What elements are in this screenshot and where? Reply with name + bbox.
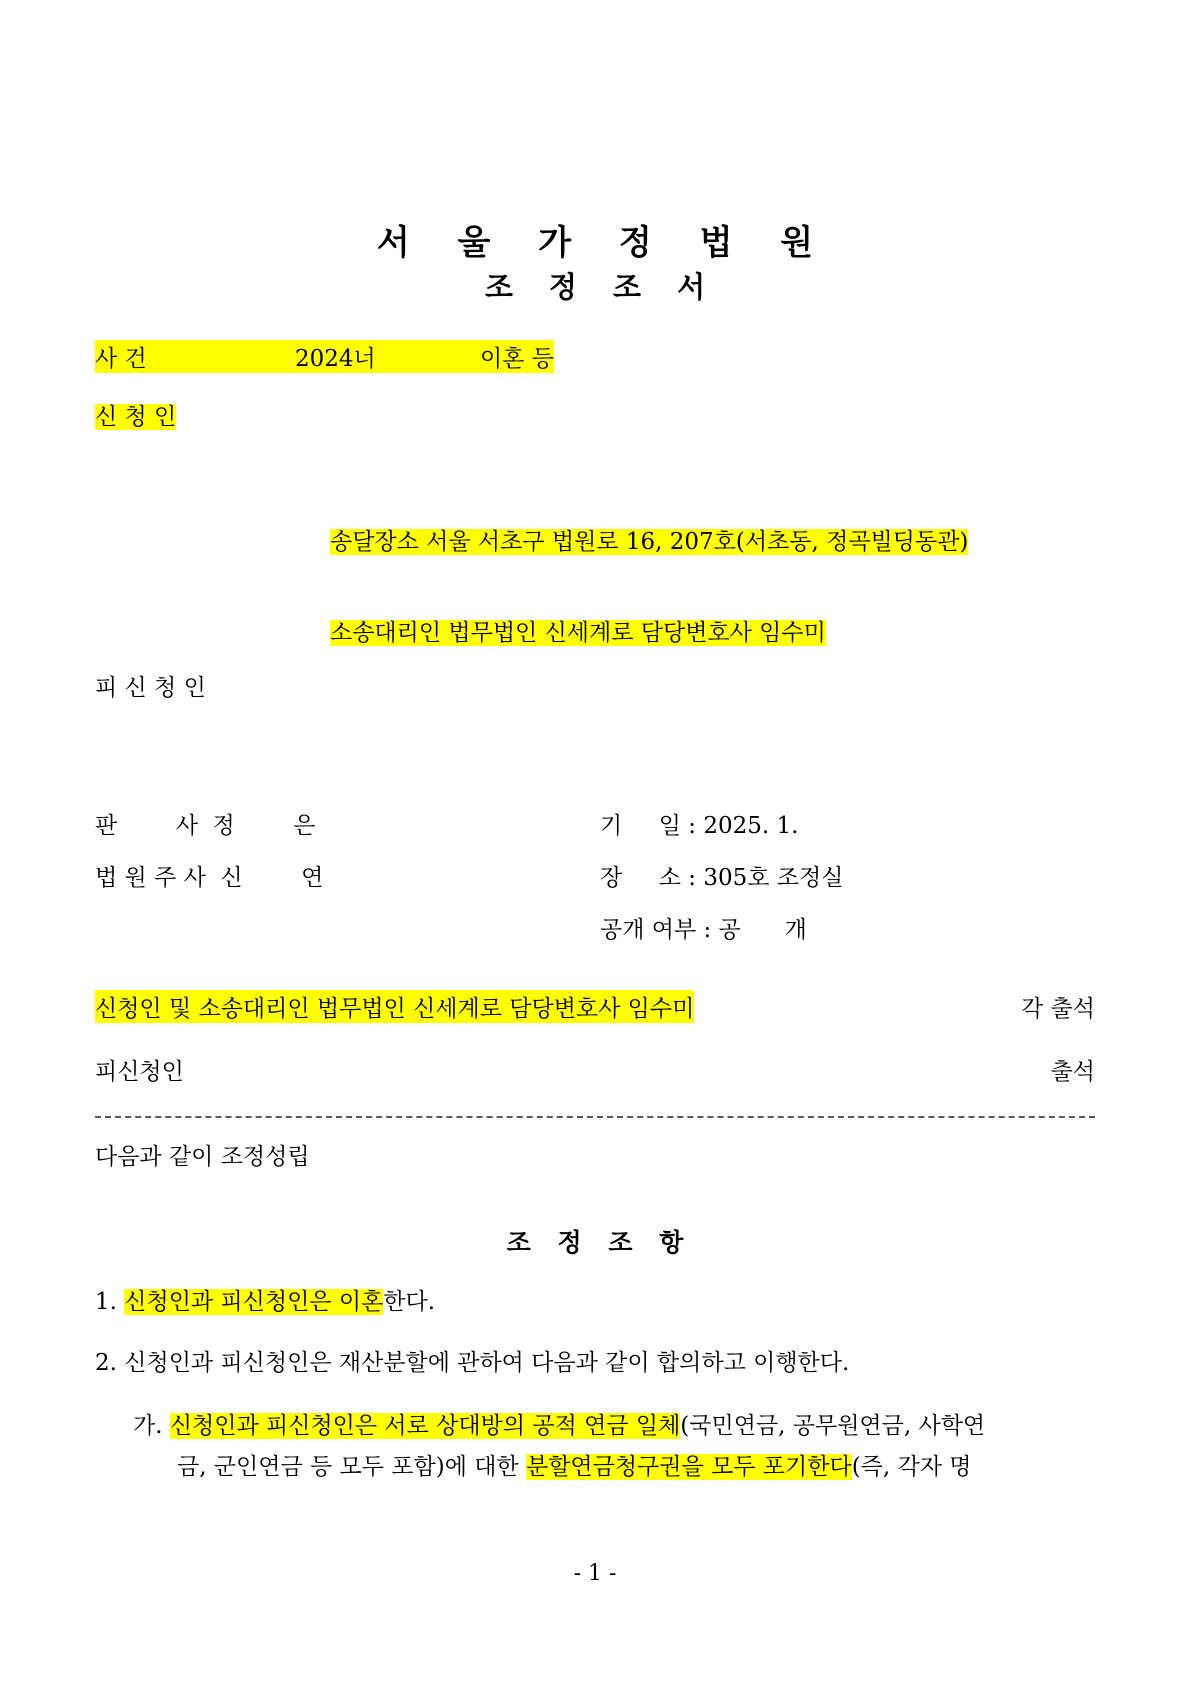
subclause-number: 가. (133, 1413, 163, 1440)
petitioner-representative-row (330, 614, 1095, 647)
judge-label: 판 사 정 은 (95, 813, 316, 840)
clause-number: 1. (95, 1289, 117, 1316)
subclause-line2-plain-b: (즉, 각자 명 (851, 1454, 972, 1481)
hearing-info-line (95, 859, 1095, 892)
case-number: 2024너 (295, 340, 480, 373)
clause-text-rest: 한다. (383, 1289, 436, 1316)
case-row (95, 340, 1095, 373)
petitioner-label: 신 청 인 (95, 404, 177, 431)
case-label: 사 건 (95, 340, 295, 373)
page-number: - 1 - (573, 1561, 617, 1586)
hearing-info-block (95, 807, 1095, 944)
clause-item-1 (95, 1285, 1095, 1320)
subclause-line1-plain: (국민연금, 공무원연금, 사학연 (680, 1413, 986, 1440)
attendance-status: 각 출석 (1021, 996, 1095, 1023)
attendance-name: 신청인 및 소송대리인 법무법인 신세계로 담당변호사 임수미 (95, 990, 694, 1023)
petitioner-address: 송달장소 서울 서초구 법원로 16, 207호(서초동, 정곡빌딩동관) (330, 529, 969, 556)
clause-text: 신청인과 피신청인은 재산분할에 관하여 다음과 같이 합의하고 이행한다. (124, 1349, 850, 1376)
petitioner-row (95, 398, 1095, 431)
hearing-place: 장 소 : 305호 조정실 (600, 865, 844, 892)
clerk-label: 법 원 주 사 신 연 (95, 865, 324, 892)
subclause-line2-plain-a: 금, 군인연금 등 모두 포함)에 대한 (177, 1454, 526, 1481)
hearing-info-line (95, 807, 1095, 840)
hearing-public-status: 공개 여부 : 공 개 (600, 917, 807, 944)
subclause-item-ga (133, 1406, 1095, 1488)
clause-item-2 (95, 1346, 1095, 1381)
hearing-info-line (95, 911, 1095, 944)
case-name: 이혼 등 (480, 340, 554, 373)
respondent-row (95, 669, 1095, 702)
clause-text-highlighted: 신청인과 피신청인은 이혼 (124, 1289, 384, 1316)
respondent-label: 피 신 청 인 (95, 675, 206, 702)
petitioner-representative: 소송대리인 법무법인 신세계로 담당변호사 임수미 (330, 620, 826, 647)
document-title: 조 정 조 서 (484, 269, 719, 304)
attendance-name: 피신청인 (95, 1059, 184, 1086)
petitioner-address-row (330, 523, 1095, 556)
subclause-line1-highlighted: 신청인과 피신청인은 서로 상대방의 공적 연금 일체 (169, 1413, 681, 1440)
subclause-line2-highlighted: 분할연금청구권을 모두 포기한다 (526, 1454, 852, 1481)
attendance-status: 출석 (1050, 1059, 1095, 1086)
result-line: 다음과 같이 조정성립 (95, 1144, 310, 1171)
attendance-row (95, 990, 1095, 1023)
dashed-divider (95, 1116, 1095, 1118)
clauses-title: 조 정 조 항 (506, 1228, 693, 1258)
hearing-date: 기 일 : 2025. 1. (600, 813, 799, 840)
clause-number: 2. (95, 1349, 117, 1376)
attendance-block (95, 990, 1095, 1086)
court-title: 서 울 가 정 법 원 (376, 223, 832, 263)
attendance-row (95, 1053, 1095, 1086)
title-block (95, 0, 1095, 306)
page-footer (0, 1561, 1190, 1586)
